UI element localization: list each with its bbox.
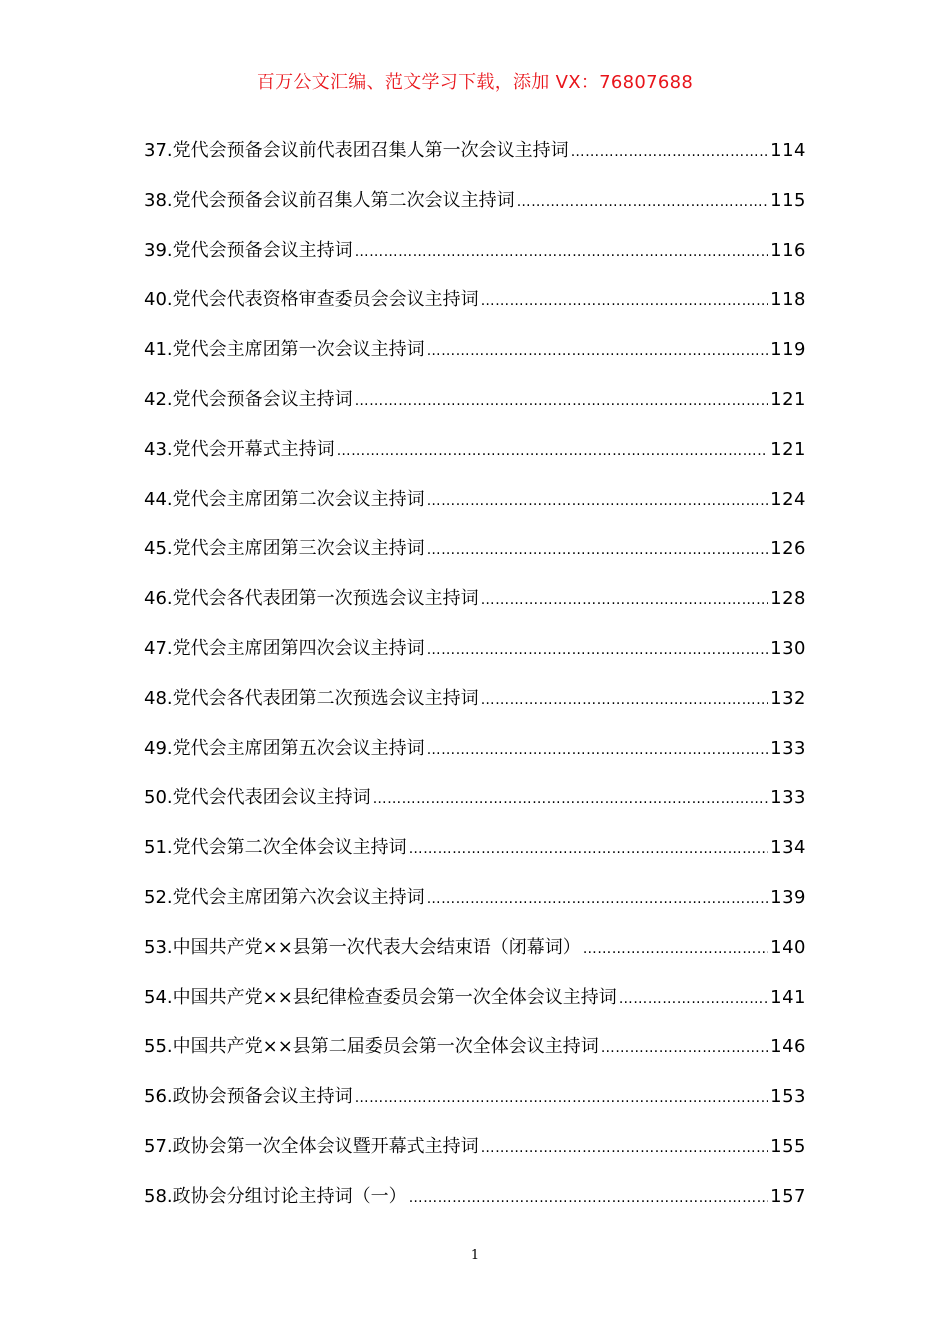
dot-leader <box>427 636 769 664</box>
toc-entry-title: 50.党代会代表团会议主持词 <box>144 787 371 809</box>
toc-entry-page: 153 <box>770 1086 806 1108</box>
toc-entry[interactable] <box>144 784 806 834</box>
toc-entry[interactable] <box>144 535 806 585</box>
dot-leader <box>517 188 769 216</box>
toc-entry-title: 49.党代会主席团第五次会议主持词 <box>144 737 425 759</box>
toc-entry-title: 43.党代会开幕式主持词 <box>144 438 335 460</box>
toc-entry-page: 155 <box>770 1135 806 1157</box>
toc-entry-title: 57.政协会第一次全体会议暨开幕式主持词 <box>144 1135 479 1157</box>
dot-leader <box>355 238 769 266</box>
toc-entry[interactable] <box>144 1183 806 1233</box>
toc-entry-page: 121 <box>770 438 806 460</box>
toc-entry[interactable] <box>144 386 806 436</box>
toc-entry-page: 124 <box>770 488 806 510</box>
dot-leader <box>373 785 769 813</box>
watermark-header: 百万公文汇编、范文学习下载，添加 VX：76807688 <box>256 72 694 93</box>
toc-entry[interactable] <box>144 735 806 785</box>
dot-leader <box>427 337 769 365</box>
toc-entry-title: 39.党代会预备会议主持词 <box>144 239 353 261</box>
toc-entry-title: 48.党代会各代表团第二次预选会议主持词 <box>144 687 479 709</box>
toc-entry-page: 146 <box>770 1036 806 1058</box>
toc-entry[interactable] <box>144 834 806 884</box>
toc-entry-title: 47.党代会主席团第四次会议主持词 <box>144 637 425 659</box>
dot-leader <box>481 586 769 614</box>
toc-entry-title: 53.中国共产党××县第一次代表大会结束语（闭幕词） <box>144 936 581 958</box>
toc-entry-title: 55.中国共产党××县第二届委员会第一次全体会议主持词 <box>144 1036 599 1058</box>
dot-leader <box>409 1184 769 1212</box>
toc-entry-page: 118 <box>770 289 806 311</box>
toc-entry-page: 128 <box>770 588 806 610</box>
toc-entry-page: 140 <box>770 936 806 958</box>
toc-entry-title: 37.党代会预备会议前代表团召集人第一次会议主持词 <box>144 140 569 161</box>
toc-entry-page: 139 <box>770 886 806 908</box>
toc-entry-title: 45.党代会主席团第三次会议主持词 <box>144 538 425 560</box>
toc-entry[interactable] <box>144 137 806 187</box>
toc-entry-page: 119 <box>770 339 806 361</box>
toc-entry[interactable] <box>144 635 806 685</box>
toc-entry[interactable] <box>144 1083 806 1133</box>
toc-entry[interactable] <box>144 1133 806 1183</box>
dot-leader <box>427 736 769 764</box>
dot-leader <box>427 487 769 515</box>
page-number: 1 <box>470 1248 480 1263</box>
toc-entry[interactable] <box>144 187 806 237</box>
dot-leader <box>427 536 769 564</box>
toc-entry-title: 54.中国共产党××县纪律检查委员会第一次全体会议主持词 <box>144 986 617 1008</box>
toc-entry-title: 51.党代会第二次全体会议主持词 <box>144 837 407 859</box>
toc-entry-title: 44.党代会主席团第二次会议主持词 <box>144 488 425 510</box>
toc-entry-page: 141 <box>770 986 806 1008</box>
dot-leader <box>355 1084 769 1112</box>
toc-entry[interactable] <box>144 1033 806 1083</box>
toc-entry-title: 52.党代会主席团第六次会议主持词 <box>144 886 425 908</box>
dot-leader <box>337 437 769 465</box>
toc-entry[interactable] <box>144 286 806 336</box>
dot-leader <box>481 686 769 714</box>
toc-entry[interactable] <box>144 486 806 536</box>
toc-entry[interactable] <box>144 237 806 287</box>
toc-entry-page: 134 <box>770 837 806 859</box>
toc-entry-page: 126 <box>770 538 806 560</box>
toc-entry-page: 133 <box>770 737 806 759</box>
toc-entry-title: 40.党代会代表资格审查委员会会议主持词 <box>144 289 479 311</box>
dot-leader <box>427 885 769 913</box>
toc-entry-page: 133 <box>770 787 806 809</box>
toc-entry-page: 121 <box>770 388 806 410</box>
dot-leader <box>571 138 769 166</box>
toc-entry[interactable] <box>144 884 806 934</box>
toc-entry-title: 41.党代会主席团第一次会议主持词 <box>144 339 425 361</box>
toc-entry-title: 56.政协会预备会议主持词 <box>144 1086 353 1108</box>
dot-leader <box>409 835 769 863</box>
toc-entry[interactable] <box>144 436 806 486</box>
toc-entry-page: 115 <box>770 189 806 211</box>
toc-entry[interactable] <box>144 585 806 635</box>
dot-leader <box>619 985 768 1013</box>
dot-leader <box>481 287 769 315</box>
toc-entry-page: 114 <box>770 140 806 161</box>
dot-leader <box>583 935 768 963</box>
table-of-contents <box>144 137 806 1233</box>
toc-entry-title: 38.党代会预备会议前召集人第二次会议主持词 <box>144 189 515 211</box>
toc-entry[interactable] <box>144 685 806 735</box>
dot-leader <box>601 1034 768 1062</box>
toc-entry-title: 46.党代会各代表团第一次预选会议主持词 <box>144 588 479 610</box>
toc-entry-title: 58.政协会分组讨论主持词（一） <box>144 1185 407 1207</box>
toc-entry[interactable] <box>144 336 806 386</box>
toc-entry-page: 132 <box>770 687 806 709</box>
toc-entry-title: 42.党代会预备会议主持词 <box>144 388 353 410</box>
dot-leader <box>481 1134 769 1162</box>
dot-leader <box>355 387 769 415</box>
toc-entry-page: 157 <box>770 1185 806 1207</box>
toc-entry-page: 130 <box>770 637 806 659</box>
toc-entry[interactable] <box>144 984 806 1034</box>
toc-entry[interactable] <box>144 934 806 984</box>
toc-entry-page: 116 <box>770 239 806 261</box>
